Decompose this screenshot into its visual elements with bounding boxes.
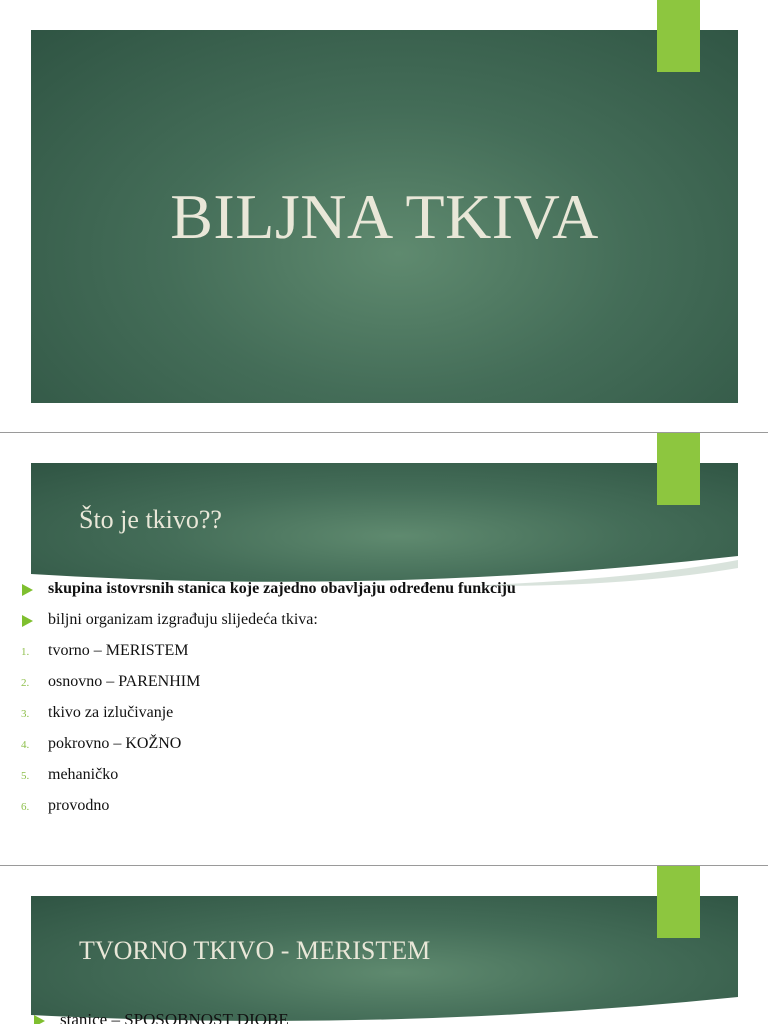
slide-title: TVORNO TKIVO - MERISTEM	[79, 936, 431, 965]
list-item-text: pokrovno – KOŽNO	[48, 735, 182, 752]
list-number: 6.	[21, 801, 30, 813]
bullet-triangle-icon	[34, 1015, 45, 1024]
header-banner	[31, 463, 738, 585]
list-item-text: skupina istovrsnih stanica koje zajedno obavljaju određenu funkciju	[48, 580, 516, 597]
list-item	[0, 580, 768, 611]
list-item	[0, 611, 768, 642]
list-item	[0, 642, 768, 673]
list-item-text: tvorno – MERISTEM	[48, 642, 189, 659]
list-item-text: tkivo za izlučivanje	[48, 704, 174, 721]
list-item-text: biljni organizam izgrađuju slijedeća tkiva:	[48, 611, 318, 628]
header-banner	[31, 896, 738, 1024]
list-number: 1.	[21, 646, 30, 658]
title-banner	[31, 30, 738, 403]
tissue-list	[0, 580, 768, 828]
bullet-triangle-icon	[22, 584, 33, 596]
list-item-text: stanice – SPOSOBNOST DIOBE	[60, 1012, 289, 1024]
accent-tab	[657, 866, 700, 938]
list-item	[0, 673, 768, 704]
list-item-text: osnovno – PARENHIM	[48, 673, 201, 690]
list-number: 4.	[21, 739, 30, 751]
accent-tab	[657, 0, 700, 72]
presentation-title: BILJNA TKIVA	[170, 181, 599, 252]
accent-tab	[657, 433, 700, 505]
list-item	[0, 797, 768, 828]
slide-1	[0, 0, 768, 432]
list-item	[0, 704, 768, 735]
bullet-triangle-icon	[22, 615, 33, 627]
list-number: 5.	[21, 770, 30, 782]
slide-title: Što je tkivo??	[79, 505, 222, 534]
list-item	[0, 735, 768, 766]
list-item	[0, 766, 768, 797]
list-item-text: provodno	[48, 797, 110, 814]
list-item-text: mehaničko	[48, 766, 119, 783]
slide-3	[0, 866, 768, 1024]
slide3-first-bullet	[0, 1012, 768, 1024]
list-number: 3.	[21, 708, 30, 720]
list-number: 2.	[21, 677, 30, 689]
